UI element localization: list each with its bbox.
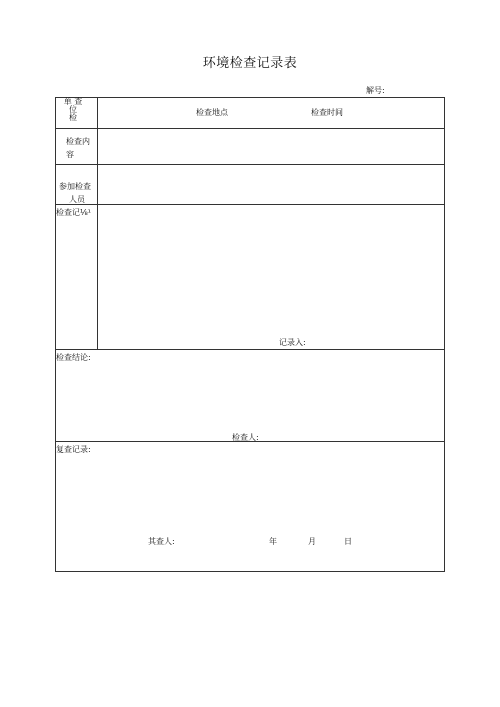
location-label: 检查地点 bbox=[196, 108, 228, 117]
inspector-label: 检查人: bbox=[232, 433, 259, 442]
month-label: 月 bbox=[308, 537, 316, 546]
participants-label-line: 参加检查 bbox=[59, 182, 91, 191]
document-number-label: 解号: bbox=[366, 86, 385, 95]
row-divider bbox=[55, 128, 445, 129]
recorder-label: 记录入: bbox=[279, 338, 306, 347]
year-label: 年 bbox=[269, 537, 277, 546]
unit-label-line: 检 bbox=[69, 113, 77, 122]
table-bottom-border bbox=[55, 571, 445, 572]
content-label-line: 检查内 bbox=[66, 137, 90, 146]
time-label: 检查时间 bbox=[311, 108, 343, 117]
row-divider bbox=[55, 204, 445, 205]
row-divider bbox=[55, 349, 445, 350]
page-title: 环境检查记录表 bbox=[202, 56, 298, 71]
content-label-line: 容 bbox=[66, 150, 74, 159]
conclusion-label: 检查结论: bbox=[56, 353, 91, 362]
reviewer-label: 其查人: bbox=[148, 537, 175, 546]
table-top-border bbox=[55, 97, 445, 98]
label-column-divider bbox=[97, 97, 98, 349]
record-label: 检查记⅛¹ bbox=[56, 208, 91, 217]
row-divider bbox=[55, 164, 445, 165]
table-left-border bbox=[55, 97, 56, 572]
day-label: 日 bbox=[344, 537, 352, 546]
unit-label bbox=[56, 98, 90, 122]
unit-label-line: 位 bbox=[69, 105, 77, 114]
participants-label-line: 人员 bbox=[69, 195, 85, 204]
review-label: 复查记录: bbox=[56, 445, 91, 454]
table-right-border bbox=[444, 97, 445, 572]
unit-label-line: 单 查 bbox=[63, 97, 83, 106]
